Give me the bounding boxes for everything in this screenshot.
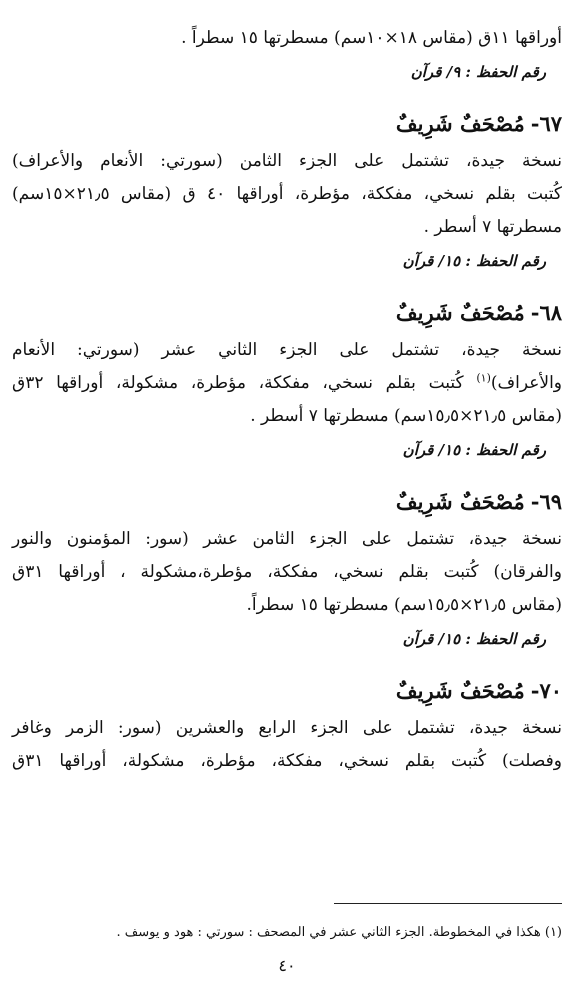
entry-69-line-1: نسخة جيدة، تشتمل على الجزء الثامن عشر (سور: المؤمنون والنور xyxy=(12,529,562,549)
entry-68-line-3: (مقاس ۲۱٫٥×۱٥٫٥سم) مسطرتها ۷ أسطر . xyxy=(250,406,562,426)
previous-entry-continuation: أوراقها ۱۱ق (مقاس ۱۸×۱۰سم) مسطرتها ۱٥ سطراً . xyxy=(181,28,562,48)
entry-70-heading xyxy=(12,674,562,708)
entry-69-heading xyxy=(12,485,562,519)
entry-67-shelfmark: رقم الحفظ : ۱٥/ قرآن xyxy=(402,252,546,270)
entry-67-line-2: كُتبت بقلم نسخي، مفككة، مؤطرة، أوراقها ٤٠ ق (مقاس ۲۱٫٥×۱٥سم) xyxy=(12,184,562,204)
entry-69-line-3: (مقاس ۲۱٫٥×۱٥٫٥سم) مسطرتها ۱٥ سطراً. xyxy=(246,595,562,615)
entry-70-title: مُصْحَفٌ شَرِيفٌ xyxy=(395,678,525,703)
footnote-marker: (۱) xyxy=(476,371,491,385)
entry-70-number: ۷۰- xyxy=(530,678,562,703)
footnote-separator xyxy=(334,903,562,904)
entry-69-shelfmark: رقم الحفظ : ۱٥/ قرآن xyxy=(402,630,546,648)
entry-68-line-2 xyxy=(12,367,562,400)
entry-68-line-2-start: والأعراف) xyxy=(490,373,563,393)
entry-70-line-1: نسخة جيدة، تشتمل على الجزء الرابع والعشرين (سور: الزمر وغافر xyxy=(12,718,562,738)
entry-69-title: مُصْحَفٌ شَرِيفٌ xyxy=(395,489,525,514)
entry-67-heading xyxy=(12,107,562,141)
entry-68-title: مُصْحَفٌ شَرِيفٌ xyxy=(395,300,525,325)
entry-70-line-2: وفصلت) كُتبت بقلم نسخي، مفككة، مؤطرة، مشكولة، أوراقها ۳۱ق xyxy=(12,751,562,771)
entry-68-line-1: نسخة جيدة، تشتمل على الجزء الثاني عشر (سورتي: الأنعام xyxy=(12,340,562,360)
entry-68-shelfmark: رقم الحفظ : ۱٥/ قرآن xyxy=(402,441,546,459)
shelfmark-previous: رقم الحفظ : ۹/ قرآن xyxy=(410,63,546,81)
entry-67-number: ٦٧- xyxy=(530,111,562,136)
footnote: (۱) هكذا في المخطوطة. الجزء الثاني عشر في المصحف : سورتي : هود و يوسف . xyxy=(116,925,562,940)
page-number: ٤٠ xyxy=(278,956,296,975)
entry-68-line-2-rest: كُتبت بقلم نسخي، مفككة، مؤطرة، مشكولة، أوراقها ۳۲ق xyxy=(12,373,464,393)
entry-69-number: ٦٩- xyxy=(530,489,562,514)
entry-68-number: ٦٨- xyxy=(530,300,562,325)
entry-69-line-2: والفرقان) كُتبت بقلم نسخي، مفككة، مؤطرة،مشكولة ، أوراقها ۳۱ق xyxy=(12,562,562,582)
entry-67-line-1: نسخة جيدة، تشتمل على الجزء الثامن (سورتي: الأنعام والأعراف) xyxy=(12,151,562,171)
entry-67-line-3: مسطرتها ۷ أسطر . xyxy=(423,217,562,237)
entry-68-heading xyxy=(12,296,562,330)
entry-67-title: مُصْحَفٌ شَرِيفٌ xyxy=(395,111,525,136)
